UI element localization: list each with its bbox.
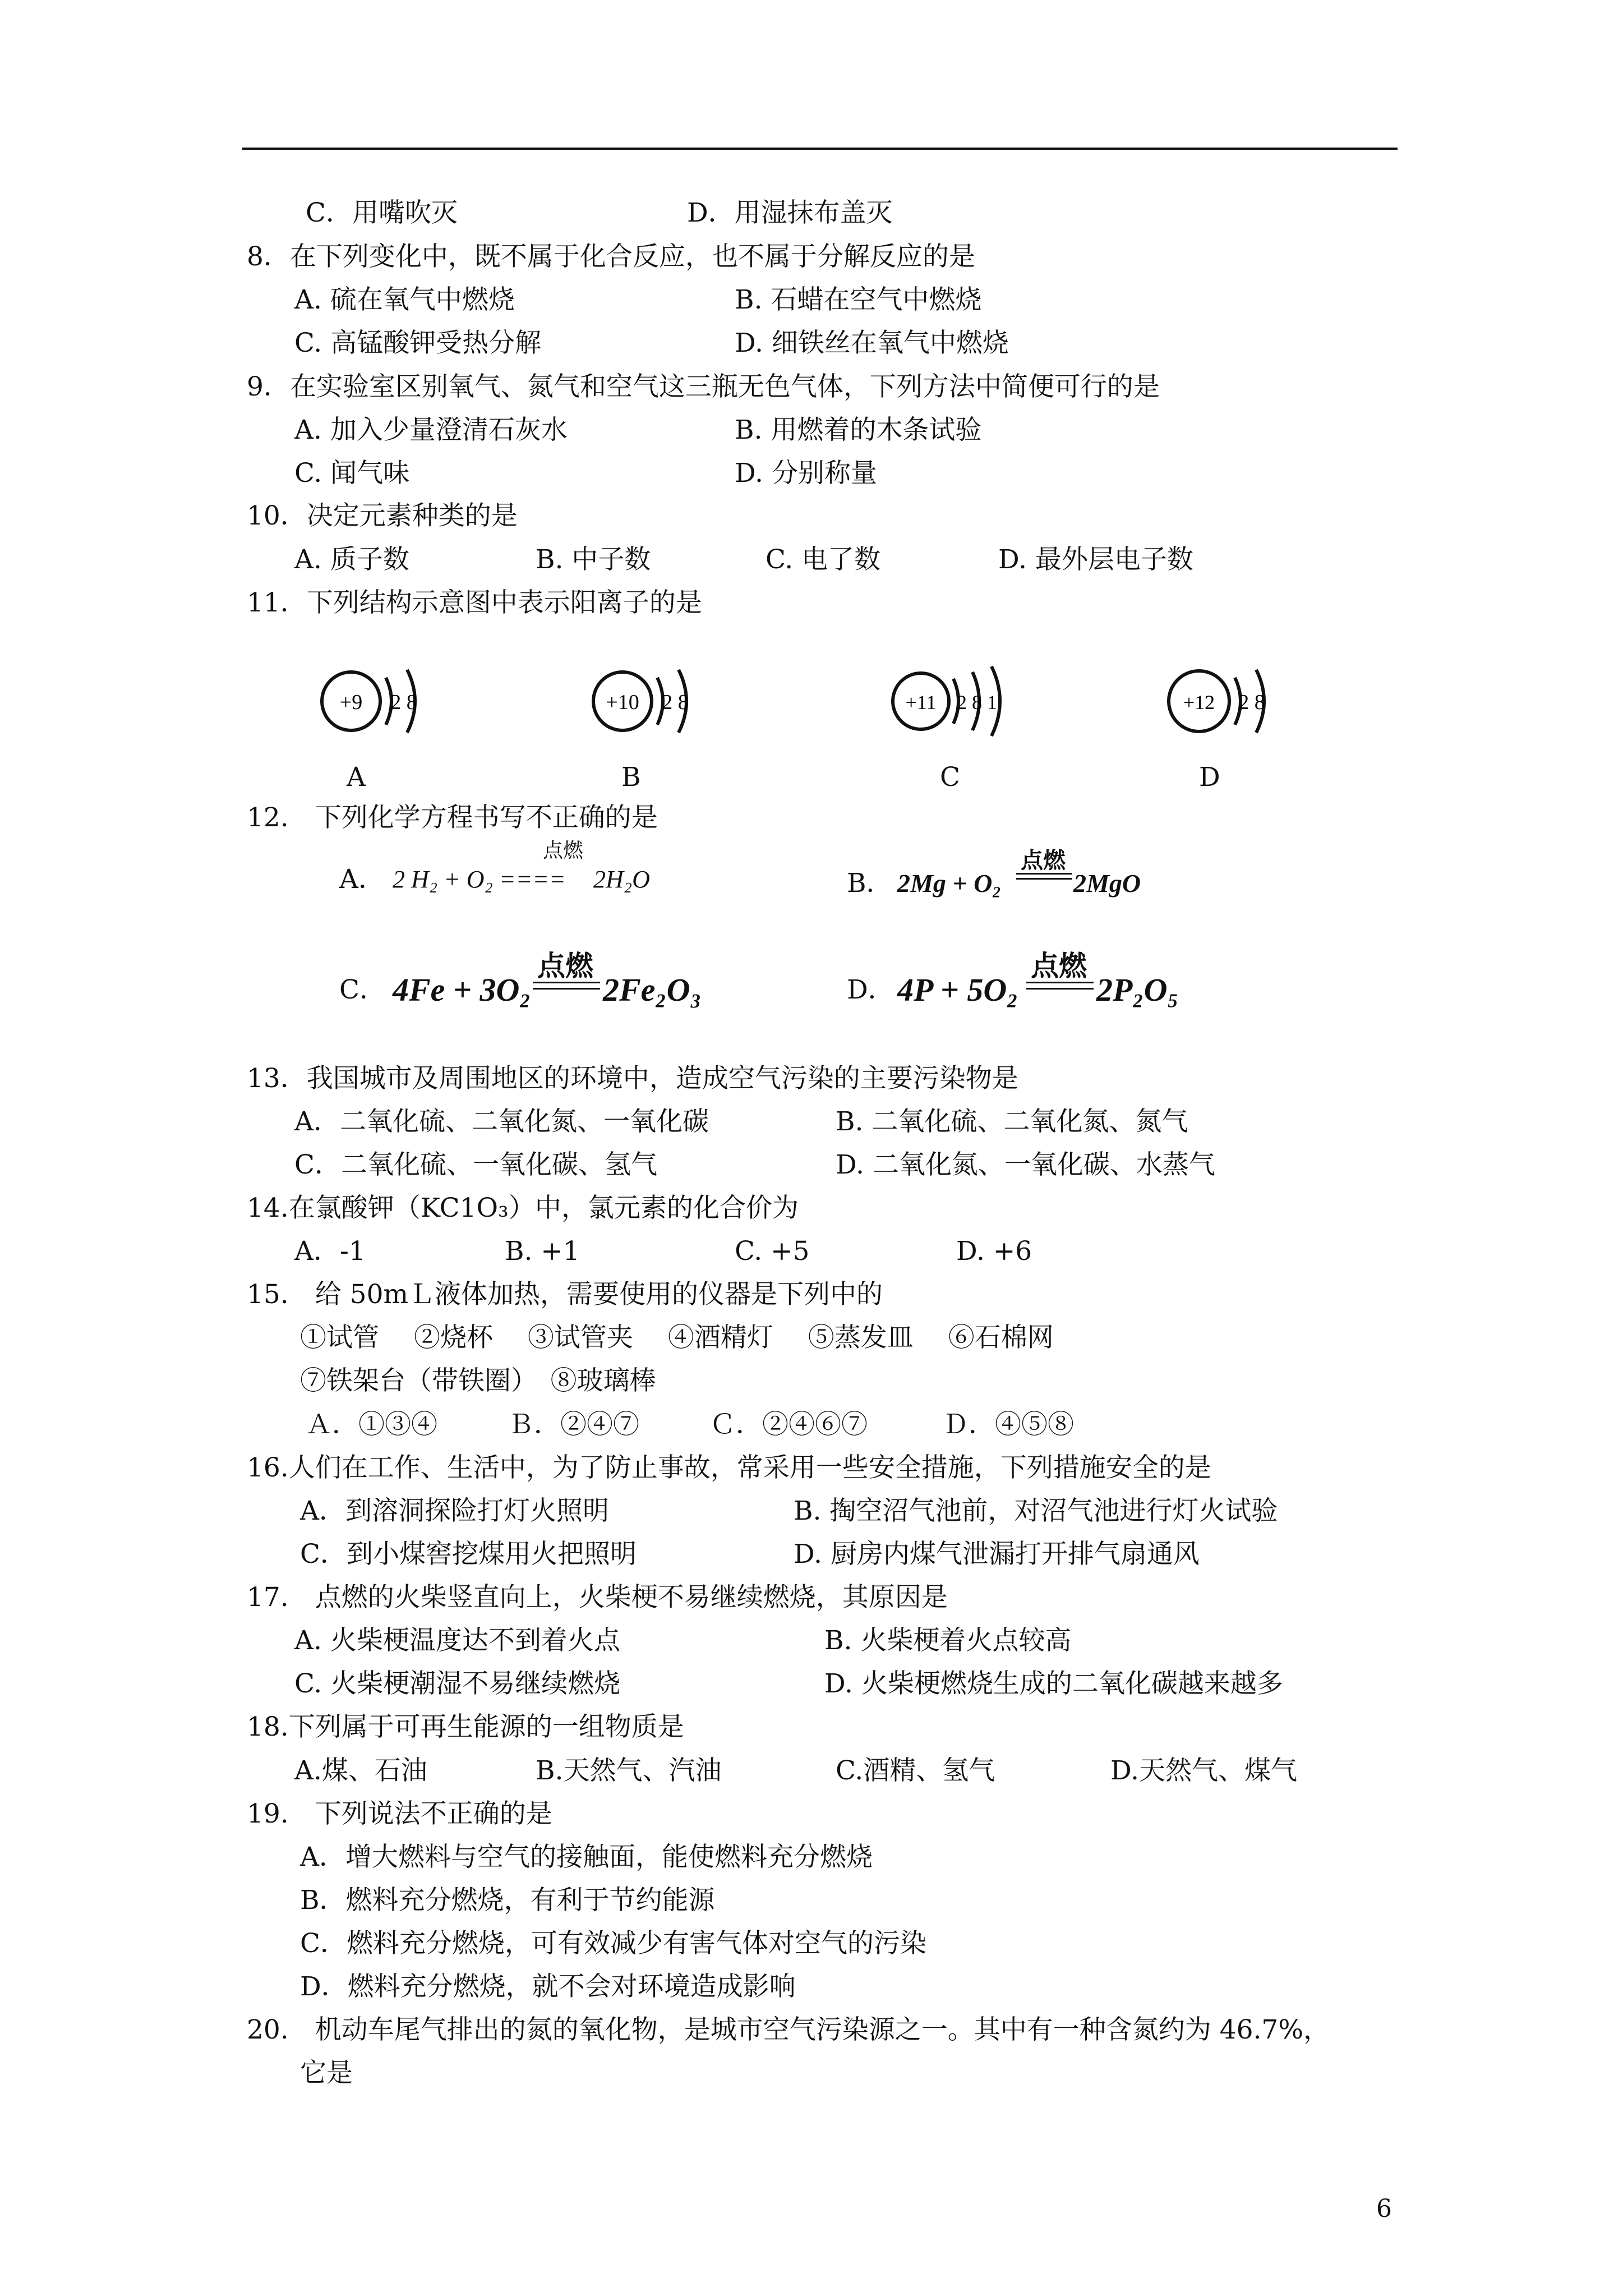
svg-text:+10: +10 (606, 691, 639, 714)
atom-diagram-b (589, 662, 712, 752)
question-20-continued: 它是 (300, 2058, 353, 2088)
q17-option-d: D. 火柴梗燃烧生成的二氧化碳越来越多 (824, 1668, 1283, 1699)
q8-option-d: D. 细铁丝在氧气中燃烧 (735, 328, 1009, 358)
q12b-equation-right: 2MgO (1073, 869, 1141, 898)
question-13: 13．我国城市及周围地区的环境中，造成空气污染的主要污染物是 (247, 1063, 1018, 1094)
q17-option-a: A. 火柴梗温度达不到着火点 (294, 1625, 620, 1656)
q14-option-c: C. +5 (735, 1236, 810, 1267)
q12b-label: B． (847, 868, 893, 899)
question-9: 9．在实验室区别氧气、氮气和空气这三瓶无色气体，下列方法中简便可行的是 (247, 371, 1160, 402)
question-19: 19. 下列说法不正确的是 (247, 1798, 552, 1829)
q7-option-c: C．用嘴吹灭 (306, 197, 458, 228)
q9-option-a: A. 加入少量澄清石灰水 (294, 415, 568, 445)
header-rule (242, 148, 1398, 150)
q12c-label: C． (339, 974, 386, 1005)
svg-text:2 8: 2 8 (1238, 691, 1265, 714)
q12b-condition: 点燃 (1021, 848, 1066, 873)
q8-option-b: B. 石蜡在空气中燃烧 (735, 284, 982, 315)
atom-diagram-a (317, 662, 441, 752)
question-14: 14.在氯酸钾（KC1O₃）中，氯元素的化合价为 (247, 1193, 799, 1223)
page-number: 6 (1376, 2194, 1392, 2223)
atom-diagram-c (888, 662, 1023, 752)
svg-text:+9: +9 (339, 691, 363, 714)
question-20: 20. 机动车尾气排出的氮的氧化物，是城市空气污染源之一。其中有一种含氮约为 46.7%， (247, 2014, 1330, 2045)
question-16: 16.人们在工作、生活中，为了防止事故，常采用一些安全措施，下列措施安全的是 (247, 1452, 1211, 1483)
svg-text:2 8: 2 8 (662, 691, 689, 714)
question-17: 17. 点燃的火柴竖直向上，火柴梗不易继续燃烧，其原因是 (247, 1582, 948, 1613)
question-12: 12. 下列化学方程书写不正确的是 (247, 802, 658, 833)
q9-option-c: C. 闻气味 (294, 458, 410, 489)
q16-option-b: B. 掏空沼气池前，对沼气池进行灯火试验 (794, 1496, 1278, 1526)
q19-option-c: C．燃料充分燃烧，可有效减少有害气体对空气的污染 (300, 1928, 926, 1959)
q12a-equation-left: 2 H₂ + O₂ ==== (393, 866, 566, 893)
q12d-equals-sign (1026, 982, 1094, 990)
q15-option-c: Ｃ．②④⑥⑦ (709, 1409, 868, 1440)
q17-option-b: B. 火柴梗着火点较高 (824, 1625, 1072, 1656)
q12d-equation-right: 2P₂O₅ (1096, 972, 1179, 1008)
question-10: 10．决定元素种类的是 (247, 500, 518, 531)
question-8: 8．在下列变化中，既不属于化合反应，也不属于分解反应的是 (247, 241, 975, 272)
q13-option-b: B. 二氧化硫、二氧化氮、氮气 (836, 1106, 1188, 1137)
q12c-equation-left: 4Fe + 3O₂ (393, 972, 531, 1008)
svg-text:2 8 1: 2 8 1 (957, 691, 997, 714)
q18-option-c: C.酒精、氢气 (836, 1755, 995, 1786)
q8-option-a: A. 硫在氧气中燃烧 (294, 284, 515, 315)
question-18: 18.下列属于可再生能源的一组物质是 (247, 1711, 684, 1742)
q12b-equals-sign (1016, 873, 1072, 880)
q15-instrument-list-2: ⑦铁架台（带铁圈） ⑧玻璃棒 (300, 1365, 656, 1396)
q19-option-d: D．燃料充分燃烧，就不会对环境造成影响 (300, 1971, 796, 2002)
q15-option-d: Ｄ．④⑤⑧ (942, 1409, 1074, 1440)
q15-option-a: Ａ．①③④ (306, 1409, 437, 1440)
q18-option-a: A.煤、石油 (294, 1755, 427, 1786)
question-15: 15. 给 50mＬ液体加热，需要使用的仪器是下列中的 (247, 1279, 883, 1310)
q10-option-b: B. 中子数 (536, 544, 651, 575)
q12d-equation-left: 4P + 5O₂ (897, 972, 1018, 1008)
q9-option-b: B. 用燃着的木条试验 (735, 415, 982, 445)
q15-instrument-list-1: ①试管 ②烧杯 ③试管夹 ④酒精灯 ⑤蒸发皿 ⑥石棉网 (300, 1322, 1054, 1353)
atom-label-b: B (621, 762, 641, 793)
q17-option-c: C. 火柴梗潮湿不易继续燃烧 (294, 1668, 621, 1699)
q12a-label: A． (339, 864, 385, 895)
atom-diagram-d (1164, 662, 1288, 752)
q10-option-a: A. 质子数 (294, 544, 409, 575)
q12b-equation-left: 2Mg + O₂ (897, 869, 1002, 898)
atom-label-d: D (1199, 762, 1220, 793)
q8-option-c: C. 高锰酸钾受热分解 (294, 328, 542, 358)
q13-option-a: A．二氧化硫、二氧化氮、一氧化碳 (294, 1106, 709, 1137)
q10-option-d: D. 最外层电子数 (998, 544, 1193, 575)
q19-option-a: A．增大燃料与空气的接触面，能使燃料充分燃烧 (300, 1842, 873, 1872)
q13-option-c: C．二氧化硫、一氧化碳、氢气 (294, 1149, 657, 1180)
q12a-equation-right: 2H₂O (593, 866, 650, 893)
q12c-equals-sign (533, 982, 600, 990)
atom-label-c: C (940, 762, 960, 793)
q10-option-c: C. 电了数 (766, 544, 881, 575)
q12d-condition: 点燃 (1031, 950, 1087, 982)
q12a-condition: 点燃 (543, 839, 584, 862)
q16-option-d: D. 厨房内煤气泄漏打开排气扇通风 (794, 1539, 1200, 1570)
q15-option-b: Ｂ．②④⑦ (508, 1409, 639, 1440)
q14-option-d: D. +6 (956, 1236, 1032, 1267)
svg-text:2 8: 2 8 (390, 691, 417, 714)
q16-option-c: C．到小煤窖挖煤用火把照明 (300, 1539, 637, 1570)
q16-option-a: A．到溶洞探险打灯火照明 (300, 1496, 609, 1526)
svg-text:+11: +11 (905, 691, 937, 714)
q13-option-d: D. 二氧化氮、一氧化碳、水蒸气 (836, 1149, 1215, 1180)
q9-option-d: D. 分别称量 (735, 458, 877, 489)
q18-option-b: B.天然气、汽油 (536, 1755, 722, 1786)
svg-text:+12: +12 (1183, 691, 1215, 714)
q19-option-b: B．燃料充分燃烧，有利于节约能源 (300, 1885, 715, 1916)
question-11: 11．下列结构示意图中表示阳离子的是 (247, 587, 702, 618)
q12d-label: D． (847, 974, 895, 1005)
q12c-equation-right: 2Fe₂O₃ (603, 972, 702, 1008)
atom-label-a: A (347, 762, 366, 793)
q7-option-d: D．用湿抹布盖灭 (687, 197, 893, 228)
q14-option-a: A．-1 (294, 1236, 366, 1267)
q14-option-b: B. +1 (505, 1236, 580, 1267)
q12c-condition: 点燃 (537, 950, 593, 982)
q18-option-d: D.天然气、煤气 (1110, 1755, 1297, 1786)
